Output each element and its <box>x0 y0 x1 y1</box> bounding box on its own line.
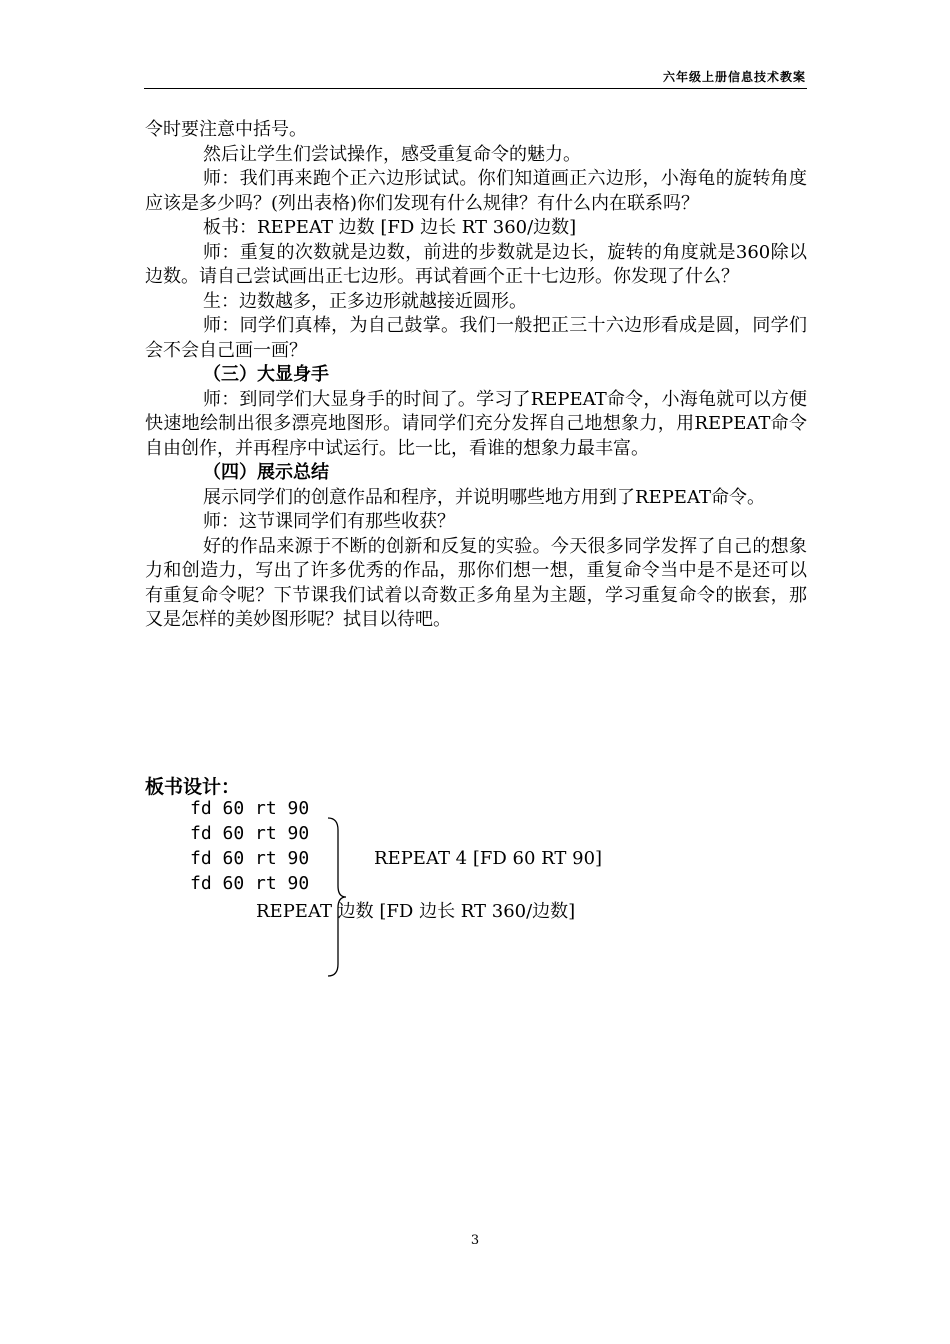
code-line: fd 60 rt 90 <box>190 848 310 869</box>
paragraph: 师：这节课同学们有那些收获？ <box>203 511 455 532</box>
repeat-general-command: REPEAT 边数 [FD 边长 RT 360/边数] <box>256 901 576 922</box>
repeat-four-command: REPEAT 4 [FD 60 RT 90] <box>374 848 603 869</box>
page-number: 3 <box>470 1233 480 1248</box>
paragraph: 好的作品来源于不断的创新和反复的实验。今天很多同学发挥了自己的想象力和创造力，写出了许多优秀的作品，那你们想一想，重复命令当中是不是还可以有重复命令呢？下节课我们试着以奇数正多角星为主题，学习重复命令的嵌套，那又是怎样的美妙图形呢？拭目以待吧。 <box>145 535 807 630</box>
document-body <box>145 118 807 633</box>
paragraph: 生：边数越多，正多边形就越接近圆形。 <box>203 290 527 312</box>
header-rule <box>144 88 807 89</box>
code-line: fd 60 rt 90 <box>190 873 310 894</box>
code-line: fd 60 rt 90 <box>190 823 310 844</box>
section-heading-3: （三）大显身手 <box>203 364 329 385</box>
paragraph: 令时要注意中括号。 <box>145 119 307 140</box>
paragraph: 师：我们再来跑个正六边形试试。你们知道画正六边形，小海龟的旋转角度应该是多少吗？(列出表格)你们发现有什么规律？有什么内在联系吗？ <box>145 168 807 214</box>
paragraph: 师：重复的次数就是边数，前进的步数就是边长，旋转的角度就是360除以边数。请自己尝试画出正七边形。再试着画个正十七边形。你发现了什么？ <box>145 241 807 287</box>
paragraph: 师：到同学们大显身手的时间了。学习了REPEAT命令，小海龟就可以方便快速地绘制出很多漂亮地图形。请同学们充分发挥自己地想象力，用REPEAT命令自由创作，并再程序中试运行。比一比，看谁的想象力最丰富。 <box>145 388 807 459</box>
paragraph: 展示同学们的创意作品和程序，并说明哪些地方用到了REPEAT命令。 <box>203 486 765 508</box>
paragraph: 板书：REPEAT 边数 [FD 边长 RT 360/边数] <box>203 217 577 238</box>
board-design-heading: 板书设计： <box>145 776 241 798</box>
paragraph: 然后让学生们尝试操作，感受重复命令的魅力。 <box>203 143 581 165</box>
section-heading-4: （四）展示总结 <box>203 462 329 483</box>
code-line: fd 60 rt 90 <box>190 798 310 819</box>
header-title: 六年级上册信息技术教案 <box>662 70 806 84</box>
paragraph: 师：同学们真棒，为自己鼓掌。我们一般把正三十六边形看成是圆，同学们会不会自己画一画？ <box>145 315 807 361</box>
